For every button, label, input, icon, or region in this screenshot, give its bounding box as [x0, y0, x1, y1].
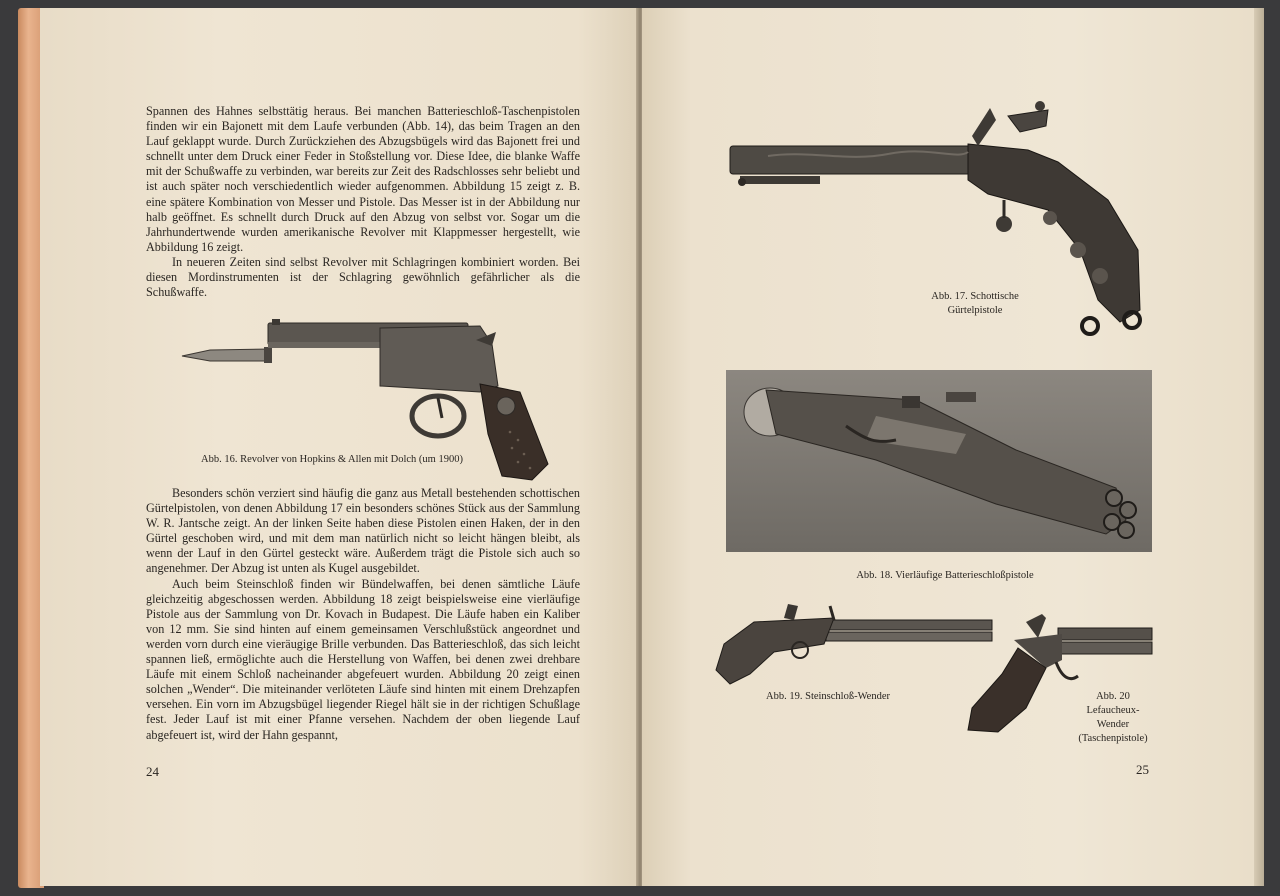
paragraph: Spannen des Hahnes selbsttätig heraus. Bei manchen Batterieschloß-Taschenpistolen finden wir ein Bajonett mit dem Laufe verbunden (Abb. 14), das beim Tragen an den Lauf geklappt wurde. Durch Zurückziehen des Abzugsbügels wird das Bajonett frei und schnellt unter dem Druck einer Feder in Stoßstellung vor. Diese Idee, die blanke Waffe mit der Schußwaffe zu verbinden, war bereits zur Zeit des Radschlosses sehr beliebt und ist auch später noch verschiedentlich wieder aufgenommen. Abbildung 15 zeigt z. B. eine spätere Kombination von Messer und Pistole. Das Messer ist in der Abbildung nur halb geöffnet. Es schnellt durch Druck auf den Abzug von selbst vor. Sogar um die Jahrhundertwende wurden amerikanische Revolver mit Klappmesser hergestellt, wie Abbildung 16 zeigt.: [146, 104, 580, 254]
page-number: 24: [146, 764, 159, 779]
page-edge-right: [1254, 8, 1264, 886]
caption-line: Abb. 17. Schottische: [931, 291, 1019, 302]
paragraph: Auch beim Steinschloß finden wir Bündelwaffen, bei denen sämtliche Läufe gleichzeitig abgeschossen werden. Abbildung 18 zeigt beispielsweise eine vierläufige Pistole aus der Sammlung von Dr. Kovach in Budapest. Die Läufe haben ein Kaliber von 12 mm. Sie sind hinten auf einem gemeinsamen Verschlußstück angeordnet und werden vorn durch eine vieräugige Brille verbunden. Das Batterieschloß, das sich leicht spannen ließ, ermöglichte auch die Herstellung von Waffen, bei denen zwei drehbare Läufe mit einem Schloß nacheinander abgefeuert wurden. Abbildung 20 zeigt einen solchen „Wender“. Die miteinander verlöteten Läufe sind hinten mit einem Drehzapfen versehen. Ein vorn im Abzugsbügel liegender Riegel hält sie in der richtigen Schußlage fest. Jeder Lauf ist mit einer Pfanne versehen. Nachdem der oben liegende Lauf abgefeuert ist, wird der Hahn gespannt,: [146, 576, 580, 742]
four-barrel-pistol-photo: [726, 370, 1152, 552]
caption-line: Lefaucheux-: [1086, 705, 1140, 716]
figure-caption: [910, 290, 1040, 318]
left-text-top: [146, 104, 580, 300]
page-number: 25: [1136, 762, 1149, 777]
paragraph: In neueren Zeiten sind selbst Revolver mit Schlagringen kombiniert worden. Bei diesen Mordinstrumenten ist der Schlagring gewöhnlich gefährlicher als die Schußwaffe.: [146, 254, 580, 300]
caption-line: Wender: [1096, 719, 1130, 730]
figure-caption: Abb. 16. Revolver von Hopkins & Allen mit Dolch (um 1900): [201, 454, 463, 465]
caption-line: (Taschenpistole): [1078, 733, 1148, 744]
caption-line: Abb. 20: [1096, 691, 1130, 702]
left-text-bottom: [146, 486, 580, 743]
caption-line: Gürtelpistole: [947, 305, 1003, 316]
figure-caption: Abb. 18. Vierläufige Batterieschloßpistole: [856, 570, 1034, 581]
figure-caption: [1070, 690, 1156, 746]
flintlock-wender-image: [714, 600, 996, 688]
paragraph: Besonders schön verziert sind häufig die ganz aus Metall bestehenden schottischen Gürtelpistolen, von denen Abbildung 17 ein besonders schönes Stück aus der Sammlung W. R. Jantsche zeigt. An der linken Seite haben diese Pistolen einen Haken, der in den Gürtel geschoben wird, und mit dem man natürlich nicht so leicht hängen bleibt, als wenn der Lauf in den Gürtel gesteckt wäre. Außerdem trägt die Pistole sich auch so angenehmer. Der Abzug ist unten als Kugel ausgebildet.: [146, 486, 580, 576]
figure-caption: Abb. 19. Steinschloß-Wender: [766, 691, 890, 702]
